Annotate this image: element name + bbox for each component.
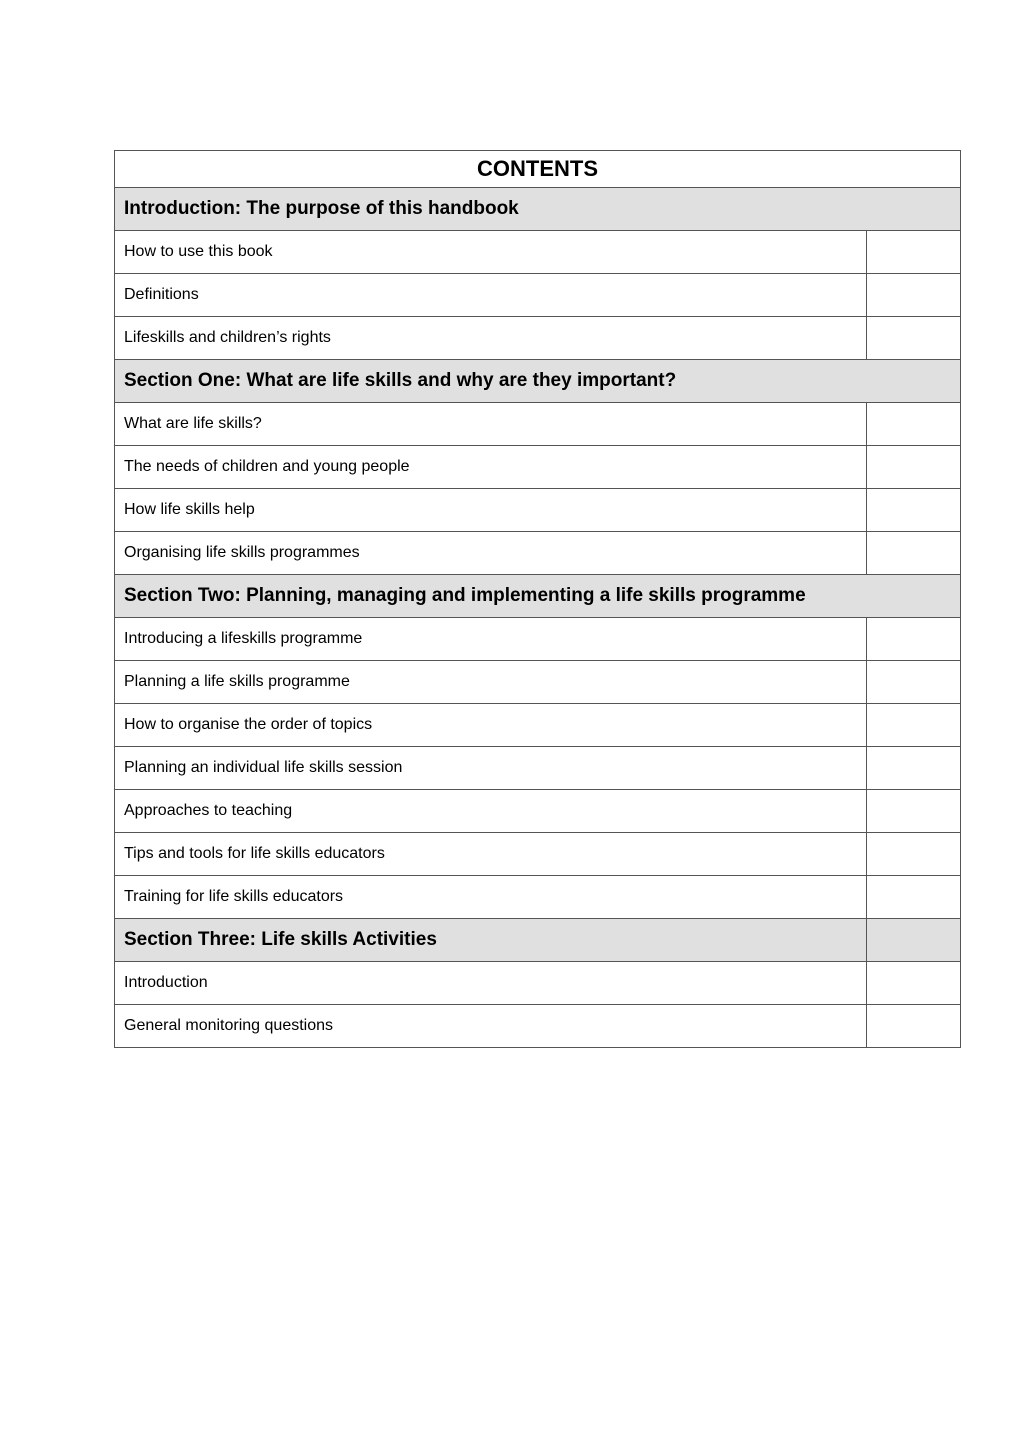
entry-title: General monitoring questions [115, 1005, 867, 1048]
contents-title: CONTENTS [115, 151, 961, 188]
entry-page-cell [867, 446, 961, 489]
contents-entry [115, 446, 961, 489]
entry-page-cell [867, 747, 961, 790]
contents-entry [115, 962, 961, 1005]
section-heading: Introduction: The purpose of this handbook [115, 188, 961, 231]
entry-title: Organising life skills programmes [115, 532, 867, 575]
entry-title: Approaches to teaching [115, 790, 867, 833]
contents-entry [115, 489, 961, 532]
contents-entry [115, 876, 961, 919]
contents-entry [115, 618, 961, 661]
entry-title: Introducing a lifeskills programme [115, 618, 867, 661]
entry-title: Training for life skills educators [115, 876, 867, 919]
entry-page-cell [867, 618, 961, 661]
entry-page-cell [867, 532, 961, 575]
entry-title: How life skills help [115, 489, 867, 532]
contents-entry [115, 704, 961, 747]
contents-table [114, 150, 961, 1048]
entry-page-cell [867, 317, 961, 360]
contents-entry [115, 790, 961, 833]
entry-page-cell [867, 704, 961, 747]
section-row-one [115, 360, 961, 403]
entry-page-cell [867, 833, 961, 876]
entry-page-cell [867, 274, 961, 317]
contents-entry [115, 231, 961, 274]
entry-title: Planning a life skills programme [115, 661, 867, 704]
entry-page-cell [867, 403, 961, 446]
entry-page-cell [867, 876, 961, 919]
entry-title: Definitions [115, 274, 867, 317]
contents-entry [115, 661, 961, 704]
contents-entry [115, 747, 961, 790]
entry-title: Tips and tools for life skills educators [115, 833, 867, 876]
entry-page-cell [867, 1005, 961, 1048]
section-page-cell [867, 919, 961, 962]
section-heading: Section Three: Life skills Activities [115, 919, 867, 962]
entry-page-cell [867, 790, 961, 833]
contents-entry [115, 1005, 961, 1048]
entry-title: What are life skills? [115, 403, 867, 446]
section-row-three [115, 919, 961, 962]
entry-title: Introduction [115, 962, 867, 1005]
section-row-two [115, 575, 961, 618]
contents-entry [115, 403, 961, 446]
contents-entry [115, 317, 961, 360]
entry-title: How to organise the order of topics [115, 704, 867, 747]
section-heading: Section One: What are life skills and why are they important? [115, 360, 961, 403]
entry-page-cell [867, 962, 961, 1005]
entry-page-cell [867, 489, 961, 532]
contents-entry [115, 833, 961, 876]
contents-entry [115, 532, 961, 575]
entry-title: How to use this book [115, 231, 867, 274]
entry-title: Planning an individual life skills session [115, 747, 867, 790]
entry-title: Lifeskills and children’s rights [115, 317, 867, 360]
contents-entry [115, 274, 961, 317]
title-row [115, 151, 961, 188]
section-heading: Section Two: Planning, managing and implementing a life skills programme [115, 575, 961, 618]
entry-page-cell [867, 661, 961, 704]
entry-title: The needs of children and young people [115, 446, 867, 489]
section-row-introduction [115, 188, 961, 231]
entry-page-cell [867, 231, 961, 274]
